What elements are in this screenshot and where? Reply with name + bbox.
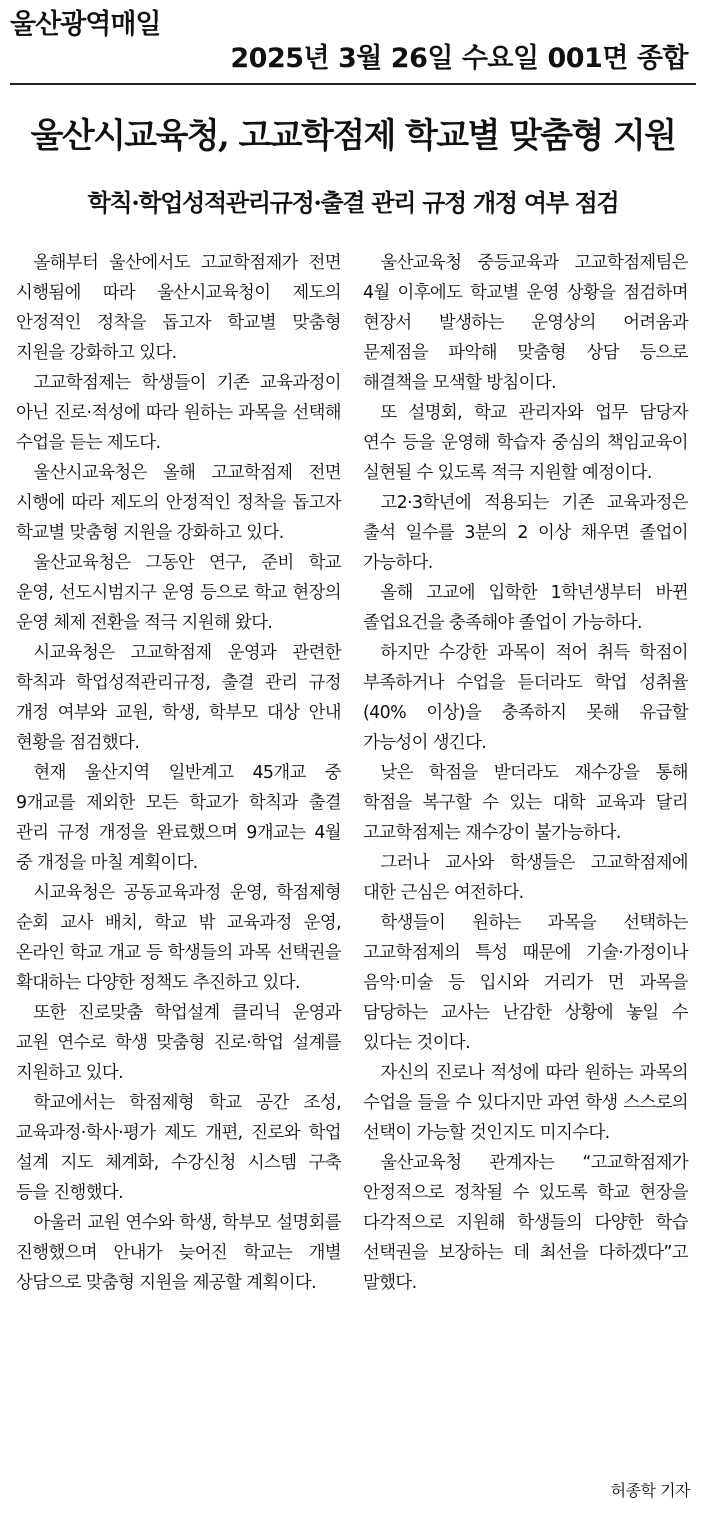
header-rule bbox=[10, 83, 696, 85]
article-paragraph: 고2·3학년에 적용되는 기존 교육과정은 출석 일수를 3분의 2 이상 채우면 졸업이 가능하다. bbox=[363, 493, 688, 573]
article-paragraph: 시교육청은 공동교육과정 운영, 학점제형 순회 교사 배치, 학교 밖 교육과정 운영, 온라인 학교 개교 등 학생들의 과목 선택권을 확대하는 다양한 정책도 추진하고 있다. bbox=[16, 883, 341, 993]
issue-dateline: 2025년 3월 26일 수요일 001면 종합 bbox=[230, 43, 688, 74]
article-paragraph: 자신의 진로나 적성에 따라 원하는 과목의 수업을 들을 수 있다지만 과연 학생 스스로의 선택이 가능할 것인지도 미지수다. bbox=[363, 1063, 688, 1143]
article-paragraph: 낮은 학점을 받더라도 재수강을 통해 학점을 복구할 수 있는 대학 교육과 달리 고교학점제는 재수강이 불가능하다. bbox=[363, 763, 688, 843]
article-headline: 울산시교육청, 고교학점제 학교별 맞춤형 지원 bbox=[30, 116, 676, 156]
article-paragraph: 아울러 교원 연수와 학생, 학부모 설명회를 진행했으며 안내가 늦어진 학교는 개별 상담으로 맞춤형 지원을 제공할 계획이다. bbox=[16, 1213, 341, 1293]
article-paragraph: 또 설명회, 학교 관리자와 업무 담당자 연수 등을 운영해 학습자 중심의 책임교육이 실현될 수 있도록 적극 지원할 예정이다. bbox=[363, 403, 688, 483]
article-column-left bbox=[16, 248, 341, 1298]
article-paragraph: 올해부터 울산에서도 고교학점제가 전면 시행됨에 따라 울산시교육청이 제도의 안정적인 정착을 돕고자 학교별 맞춤형 지원을 강화하고 있다. bbox=[16, 253, 341, 363]
article-paragraph: 울산교육청 관계자는 “고교학점제가 안정적으로 정착될 수 있도록 학교 현장을 다각적으로 지원해 학생들의 다양한 학습 선택권을 보장하는 데 최선을 다하겠다”고 말했다. bbox=[363, 1153, 688, 1293]
article-column-right bbox=[363, 248, 688, 1298]
article-paragraph: 또한 진로맞춤 학업설계 클리닉 운영과 교원 연수로 학생 맞춤형 진로·학업 설계를 지원하고 있다. bbox=[16, 1003, 341, 1083]
article-paragraph: 현재 울산지역 일반계고 45개교 중 9개교를 제외한 모든 학교가 학칙과 출결 관리 규정 개정을 완료했으며 9개교는 4월 중 개정을 마칠 계획이다. bbox=[16, 763, 341, 873]
article-subhead: 학칙·학업성적관리규정·출결 관리 규정 개정 여부 점검 bbox=[87, 188, 619, 217]
reporter-byline: 허종학 기자 bbox=[610, 1481, 690, 1500]
article-paragraph: 학생들이 원하는 과목을 선택하는 고교학점제의 특성 때문에 기술·가정이나 음악·미술 등 입시와 거리가 먼 과목을 담당하는 교사는 난감한 상황에 놓일 수 있다는 것이다. bbox=[363, 913, 688, 1053]
article-paragraph: 울산교육청 중등교육과 고교학점제팀은 4월 이후에도 학교별 운영 상황을 점검하며 현장서 발생하는 운영상의 어려움과 문제점을 파악해 맞춤형 상담 등으로 해결책을 모색할 방침이다. bbox=[363, 253, 688, 393]
article-paragraph: 학교에서는 학점제형 학교 공간 조성, 교육과정·학사·평가 제도 개편, 진로와 학업 설계 지도 체계화, 수강신청 시스템 구축 등을 진행했다. bbox=[16, 1093, 341, 1203]
article-paragraph: 그러나 교사와 학생들은 고교학점제에 대한 근심은 여전하다. bbox=[363, 853, 688, 903]
article-paragraph: 하지만 수강한 과목이 적어 취득 학점이 부족하거나 수업을 듣더라도 학업 성취율(40% 이상)을 충족하지 못해 유급할 가능성이 생긴다. bbox=[363, 643, 688, 753]
article-paragraph: 시교육청은 고교학점제 운영과 관련한 학칙과 학업성적관리규정, 출결 관리 규정 개정 여부와 교원, 학생, 학부모 대상 안내 현황을 점검했다. bbox=[16, 643, 341, 753]
article-paragraph: 고교학점제는 학생들이 기존 교육과정이 아닌 진로·적성에 따라 원하는 과목을 선택해 수업을 듣는 제도다. bbox=[16, 373, 341, 453]
article-paragraph: 울산시교육청은 올해 고교학점제 전면 시행에 따라 제도의 안정적인 정착을 돕고자 학교별 맞춤형 지원을 강화하고 있다. bbox=[16, 463, 341, 543]
article-paragraph: 울산교육청은 그동안 연구, 준비 학교 운영, 선도시범지구 운영 등으로 학교 현장의 운영 체제 전환을 적극 지원해 왔다. bbox=[16, 553, 341, 633]
newspaper-masthead: 울산광역매일 bbox=[10, 9, 161, 40]
article-paragraph: 올해 고교에 입학한 1학년생부터 바뀐 졸업요건을 충족해야 졸업이 가능하다. bbox=[363, 583, 688, 633]
